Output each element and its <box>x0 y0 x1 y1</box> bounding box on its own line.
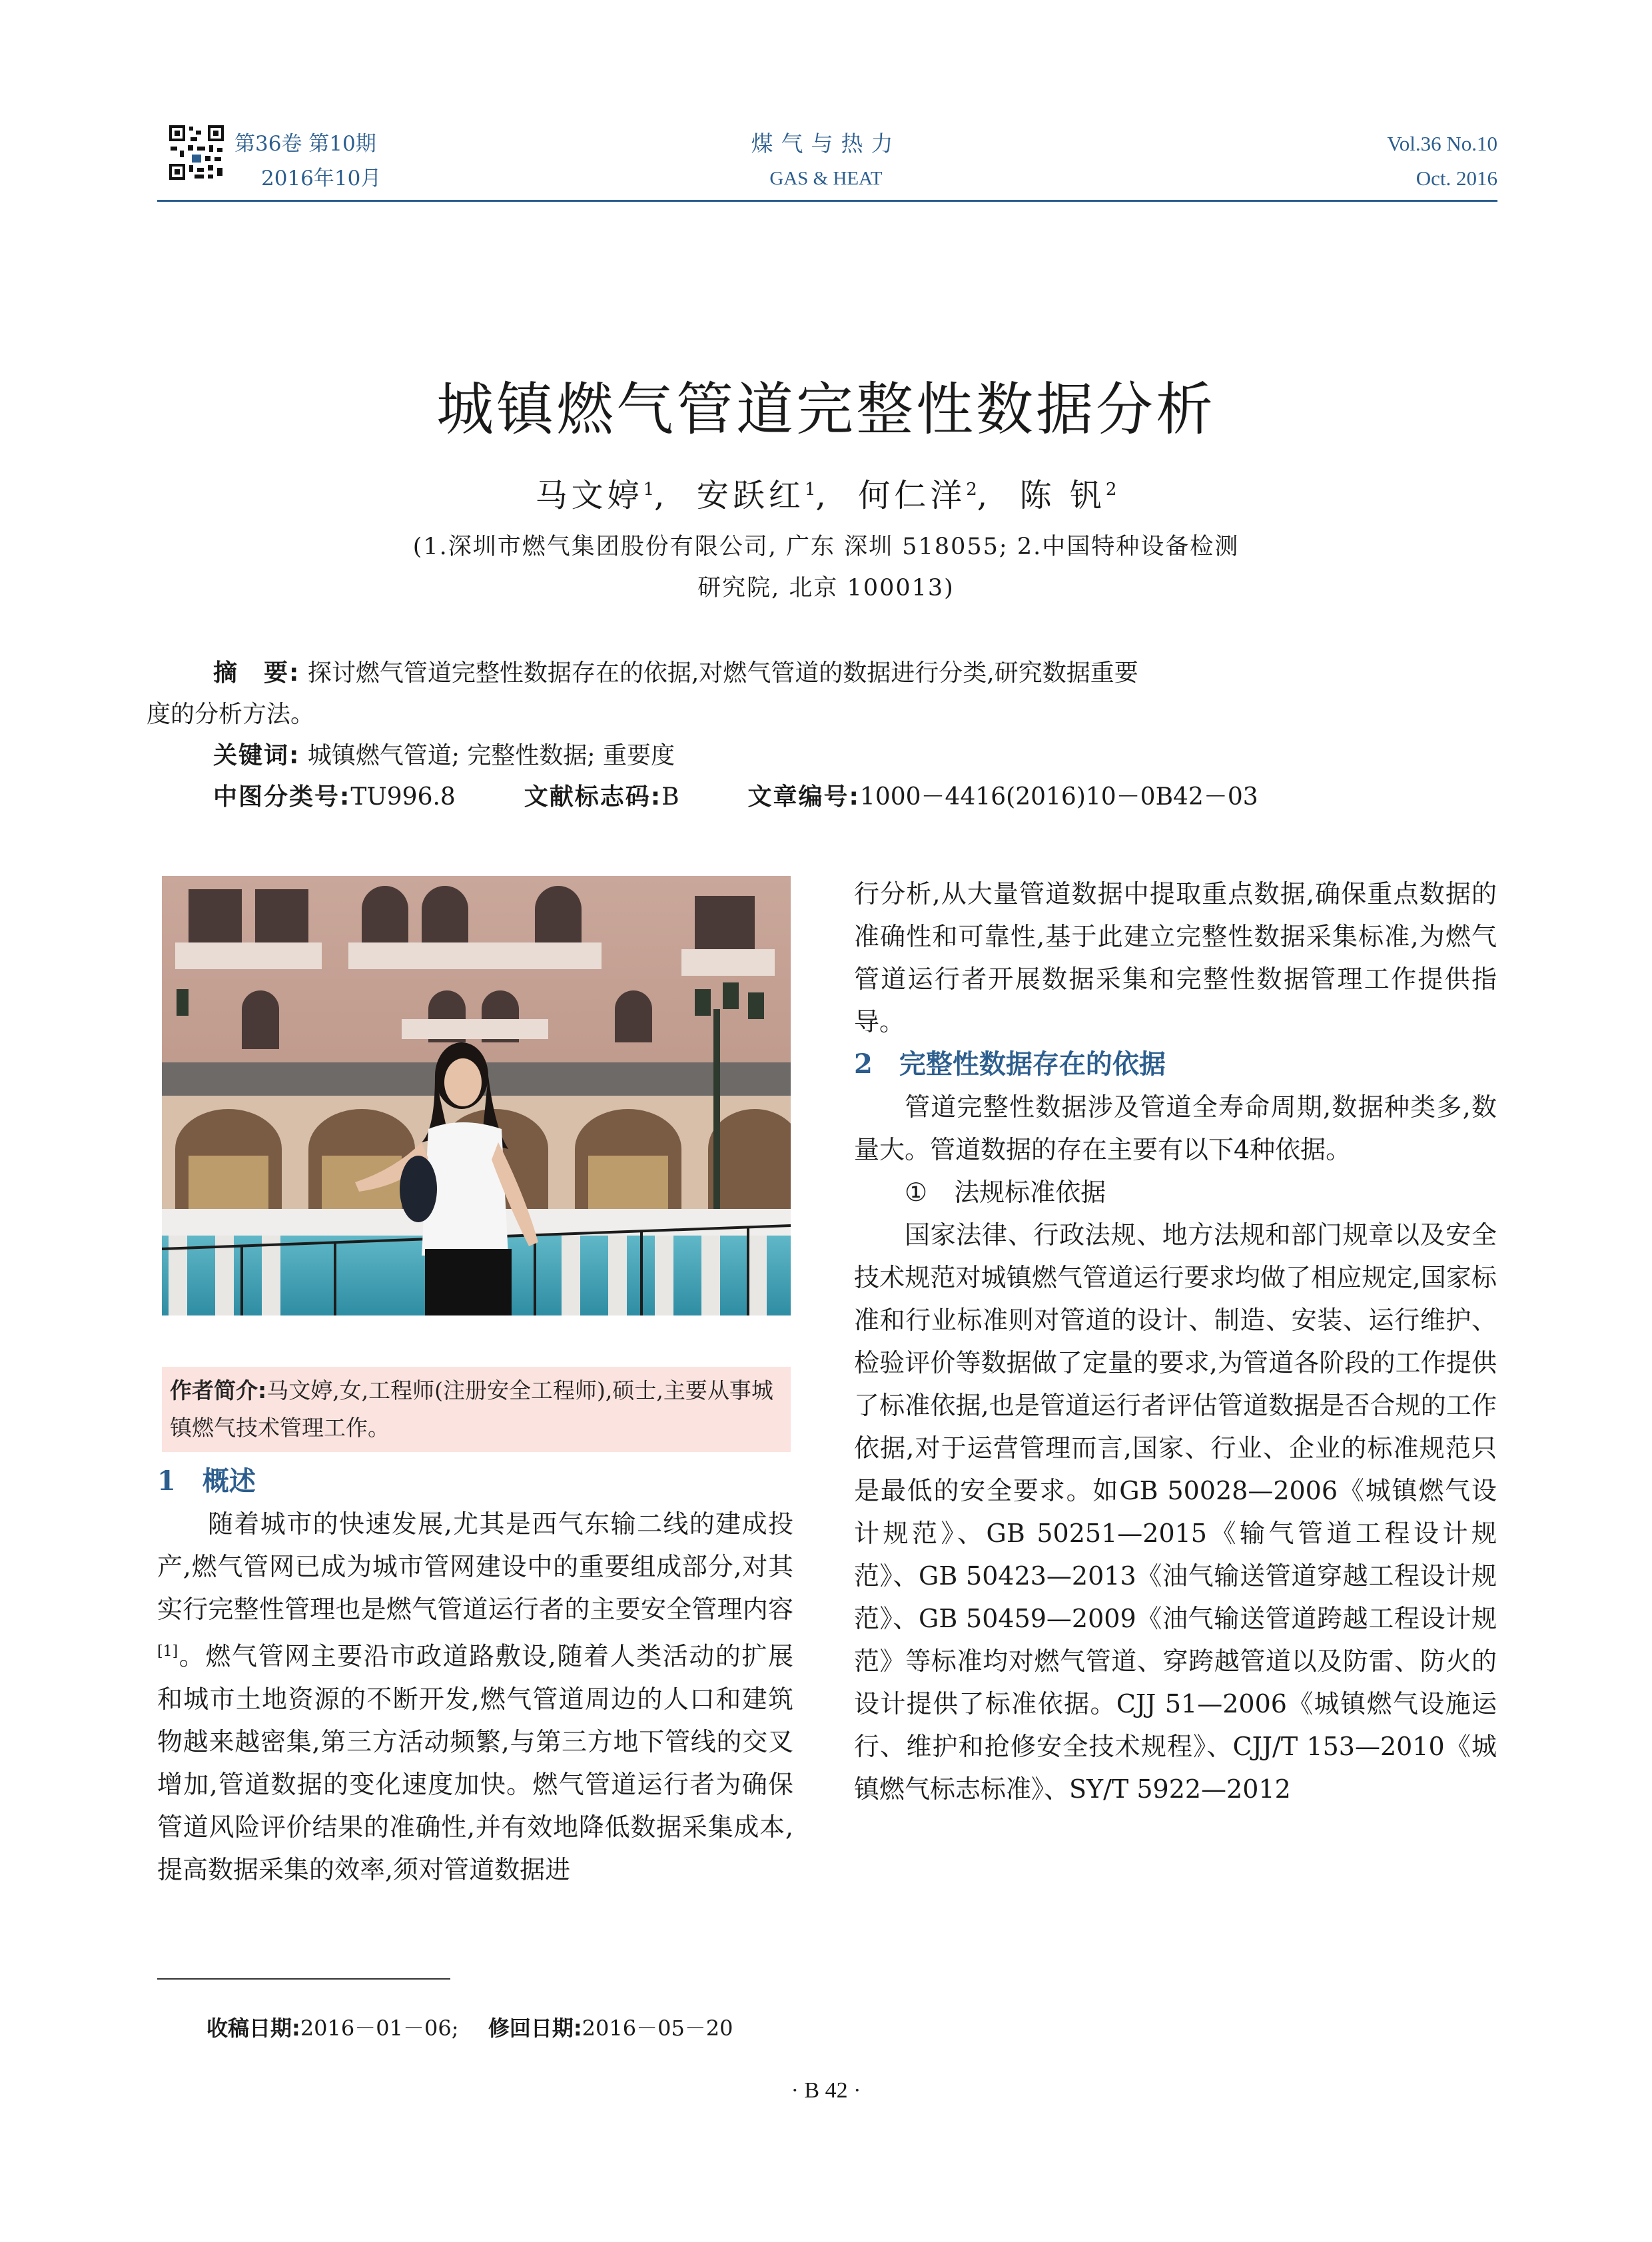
received-label: 收稿日期: <box>206 2016 300 2041</box>
journal-name-cn: 煤气与热力 <box>751 131 901 157</box>
clc-label: 中图分类号: <box>213 783 351 811</box>
paper-title: 城镇燃气管道完整性数据分析 <box>436 376 1216 443</box>
classification <box>213 777 1452 818</box>
left-column <box>157 1460 793 1891</box>
keywords <box>213 735 1452 777</box>
abstract-text: 探讨燃气管道完整性数据存在的依据,对燃气管道的数据进行分类,研究数据重要 <box>307 659 1138 687</box>
author-list: 马文婷$^1$, 安跃红$^1$, 何仁洋$^2$, 陈 钒$^2$ <box>535 477 1117 514</box>
author-affiliation-mark: 1 <box>804 480 816 500</box>
body-paragraph: 国家法律、行政法规、地方法规和部门规章以及安全技术规范对城镇燃气管道运行要求均做了相应规定,国家标准和行业标准则对管道的设计、制造、安装、运行维护、检验评价等数据做了定量的要求,为管道各阶段的工作提供了标准依据,也是管道运行者评估管道数据是否合规的工作依据,对于运营管理而言,国家、行业、企业的标准规范只是最低的安全要求。如GB 50028—2006《城镇燃气设计规范》、GB 50251—2015《输气管道工程设计规范》、GB 50423—2013《油气输送管道穿越工程设计规范》、GB 50459—2009《油气输送管道跨越工程设计规范》等标准均对燃气管道、穿跨越管道以及防雷、防火的设计提供了标准依据。CJJ 51—2006《城镇燃气设施运行、维护和抢修安全技术规程》、CJJ/T 153—2010《城镇燃气标志标准》、SY/T 5922—2012 <box>854 1220 1497 1804</box>
list-item-heading <box>854 1171 1497 1214</box>
header-volume-en: Vol.36 No.10 <box>1387 132 1497 155</box>
header-rule <box>157 200 1497 202</box>
footnote <box>206 2012 733 2042</box>
citation-ref: [1] <box>157 1643 179 1660</box>
qr-code-icon <box>168 124 225 181</box>
right-column <box>854 873 1497 1810</box>
list-item-title: 法规标准依据 <box>954 1178 1106 1207</box>
footnote-rule <box>157 1978 450 1980</box>
header-date-en: Oct. 2016 <box>1416 167 1497 190</box>
journal-name-en: GAS & HEAT <box>769 168 883 189</box>
author-name: 陈 钒 <box>1019 477 1106 514</box>
abstract-block <box>147 653 1452 818</box>
keywords-label: 关键词: <box>213 742 300 769</box>
section-title: 概述 <box>202 1465 256 1497</box>
author-affiliation-mark: 2 <box>1105 480 1117 500</box>
body-paragraph: 行分析,从大量管道数据中提取重点数据,确保重点数据的准确性和可靠性,基于此建立完整性数据采集标准,为燃气管道运行者开展数据采集和完整性数据管理工作提供指导。 <box>854 879 1497 1036</box>
received-date: 2016－01－06; <box>300 2016 459 2041</box>
section-number: 1 <box>157 1465 176 1497</box>
header-volume-cn: 第36卷 第10期 <box>234 132 376 156</box>
section-heading <box>854 1043 1497 1086</box>
clc-value: TU996.8 <box>350 783 456 811</box>
body-paragraph: 管道完整性数据涉及管道全寿命周期,数据种类多,数量大。管道数据的存在主要有以下4种依据。 <box>854 1092 1497 1164</box>
section-heading <box>157 1460 793 1503</box>
revised-date: 2016－05－20 <box>582 2016 733 2041</box>
abstract-label: 摘 要: <box>213 659 300 687</box>
author-affiliation-mark: 1 <box>643 480 655 500</box>
paragraph-text: 。燃气管网主要沿市政道路敷设,随着人类活动的扩展和城市土地资源的不断开发,燃气管道周边的人口和建筑物越来越密集,第三方活动频繁,与第三方地下管线的交叉增加,管道数据的变化速度加快。燃气管道运行者为确保管道风险评价结果的准确性,并有效地降低数据采集成本,提高数据采集的效率,须对管道数据进 <box>157 1641 793 1884</box>
abstract-continued: 度的分析方法。 <box>147 701 315 728</box>
header-volume <box>234 127 381 196</box>
section-number: 2 <box>854 1048 873 1080</box>
revised-label: 修回日期: <box>488 2016 582 2041</box>
list-item-marker: ① <box>905 1178 928 1207</box>
author-name: 何仁洋 <box>858 477 967 514</box>
body-paragraph <box>157 1503 793 1891</box>
header-volume-en-block <box>1387 127 1497 196</box>
doc-code-label: 文献标志码: <box>524 783 662 811</box>
author-bio-label: 作者简介: <box>170 1377 267 1403</box>
section-title: 完整性数据存在的依据 <box>899 1048 1166 1080</box>
affiliation-line: (1.深圳市燃气集团股份有限公司, 广东 深圳 518055; 2.中国特种设备检测 <box>412 534 1240 560</box>
author-name: 马文婷 <box>535 477 643 514</box>
header-date-cn: 2016年10月 <box>261 167 382 190</box>
author-photo <box>162 876 791 1315</box>
affiliation <box>0 526 1652 609</box>
author-affiliation-mark: 2 <box>966 480 977 500</box>
header-journal <box>693 127 959 196</box>
article-number-label: 文章编号: <box>747 783 860 811</box>
keywords-text: 城镇燃气管道; 完整性数据; 重要度 <box>307 742 675 769</box>
author-bio <box>170 1372 783 1447</box>
page-number: · B 42 · <box>791 2078 861 2103</box>
article-number-value: 1000－4416(2016)10－0B42－03 <box>859 783 1258 811</box>
author-name: 安跃红 <box>696 477 805 514</box>
author-bio-text: 马文婷,女,工程师(注册安全工程师),硕士,主要从事城镇燃气技术管理工作。 <box>170 1377 773 1441</box>
paragraph-text: 随着城市的快速发展,尤其是西气东输二线的建成投产,燃气管网已成为城市管网建设中的重要组成部分,对其实行完整性管理也是燃气管道运行者的主要安全管理内容 <box>157 1509 793 1624</box>
affiliation-line: 研究院, 北京 100013) <box>697 575 955 601</box>
doc-code-value: B <box>661 783 679 811</box>
abstract <box>213 653 1452 694</box>
